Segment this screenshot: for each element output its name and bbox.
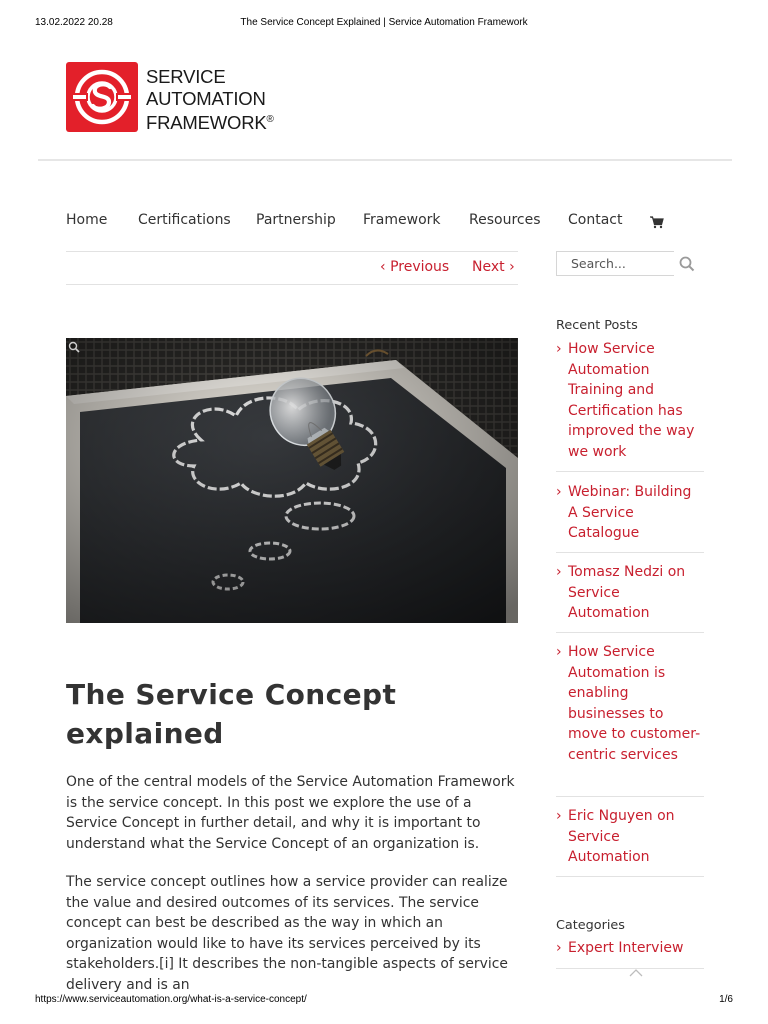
previous-label: Previous [390,259,450,275]
logo-line-1: SERVICE [146,66,226,87]
print-url: https://www.serviceautomation.org/what-is-a-service-concept/ [35,994,307,1005]
recent-post-link[interactable]: Webinar: Building A Service Catalogue [568,484,692,542]
print-footer [0,994,768,1008]
article-paragraph-2: The service concept outlines how a service provider can realize the value and desired outcomes of its services. The service concept can best be described as the way in which an organization would like to have its services perceived by its stakeholders.[i] It describes the non-tangible aspects of service delivery and is an [66,874,508,993]
article-paragraph-1: One of the central models of the Service Automation Framework is the service concept. In this post we explore the use of a Service Concept in further detail, and why it is important to understand what the Service Concept of an organization is. [66,774,515,852]
sidebar-divider [556,876,704,877]
nav-certifications[interactable]: Certifications [138,212,231,228]
print-datetime: 13.02.2022 20.28 [35,17,113,28]
chevron-right-icon: › [509,259,515,275]
category-link[interactable]: Expert Interview [568,940,684,956]
chevron-right-icon: › [556,341,562,357]
post-title: The Service Concept explained [66,678,397,750]
nav-contact[interactable]: Contact [568,212,623,228]
nav-partnership[interactable]: Partnership [256,212,336,228]
nav-resources[interactable]: Resources [469,212,541,228]
print-page-title: The Service Concept Explained | Service Automation Framework [240,17,528,28]
logo-text [146,66,326,134]
next-label: Next [472,259,505,275]
recent-posts-heading: Recent Posts [556,318,638,333]
zoom-icon[interactable] [68,341,80,353]
shopping-cart-icon[interactable] [650,214,664,233]
nav-home[interactable]: Home [66,212,108,228]
logo-line-3-text: FRAMEWORK [146,112,267,134]
recent-post-link[interactable]: Tomasz Nedzi on Service Automation [568,564,686,622]
print-header [0,17,768,31]
recent-post-link[interactable]: How Service Automation Training and Certification has improved the way we work [568,341,695,460]
sidebar-divider [556,552,704,553]
post-nav-top-rule [66,251,518,252]
sidebar-divider [556,632,704,633]
featured-image-lightbulb-chalkboard [66,338,518,623]
nav-framework[interactable]: Framework [363,212,441,228]
recent-post-link[interactable]: How Service Automation is enabling businesses to move to customer-centric services [568,644,701,763]
recent-post-link[interactable]: Eric Nguyen on Service Automation [568,808,675,866]
chevron-left-icon: ‹ [380,259,386,275]
search-input[interactable] [557,252,681,275]
registered-mark: ® [266,114,274,125]
cart-glyph-icon [650,216,664,229]
chevron-right-icon: › [556,564,562,580]
sidebar-divider [556,471,704,472]
chevron-right-icon: › [556,808,562,824]
post-nav-bottom-rule [66,284,518,285]
search-form [556,251,674,276]
header-divider [38,159,732,161]
chevron-right-icon: › [556,484,562,500]
print-page-number: 1/6 [719,994,733,1005]
sidebar-divider [556,796,704,797]
logo-line-2: AUTOMATION [146,87,266,109]
logo-line-3 [146,109,326,134]
search-icon[interactable] [678,255,696,273]
chevron-up-icon[interactable] [628,968,644,978]
chevron-right-icon: › [556,940,562,956]
next-post-link[interactable] [472,259,515,275]
chevron-right-icon: › [556,644,562,660]
previous-post-link[interactable] [380,259,449,275]
logo-mark-icon [66,62,138,132]
categories-heading: Categories [556,918,625,933]
